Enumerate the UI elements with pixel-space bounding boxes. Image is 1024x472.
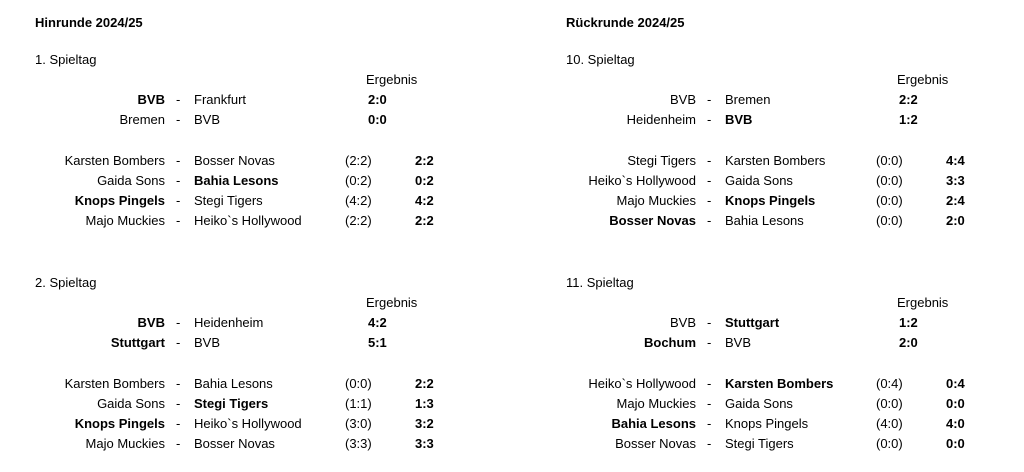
- home-team: Majo Muckies: [616, 193, 696, 208]
- final-score: 2:4: [946, 193, 965, 208]
- final-score: 0:4: [946, 376, 965, 391]
- league-match-row: [531, 374, 1021, 394]
- home-team: Karsten Bombers: [64, 376, 165, 391]
- separator-dash: -: [707, 173, 712, 188]
- bvb-match-row: [0, 110, 490, 130]
- league-match-row: [0, 151, 490, 171]
- final-score: 2:2: [415, 153, 434, 168]
- separator-dash: -: [707, 436, 712, 451]
- league-match-row: [531, 171, 1021, 191]
- separator-dash: -: [707, 376, 712, 391]
- away-team: Heiko`s Hollywood: [194, 416, 302, 431]
- league-match-row: [0, 394, 490, 414]
- league-match-row: [0, 211, 490, 231]
- away-team: Bosser Novas: [194, 153, 275, 168]
- separator-dash: -: [176, 335, 181, 350]
- away-team: Stegi Tigers: [194, 193, 263, 208]
- bvb-match-row: [0, 333, 490, 353]
- league-match-row: [531, 414, 1021, 434]
- separator-dash: -: [176, 376, 181, 391]
- final-score: 1:3: [415, 396, 434, 411]
- final-score: 0:0: [368, 112, 387, 127]
- away-team: Heidenheim: [194, 315, 264, 330]
- home-team: Majo Muckies: [85, 213, 165, 228]
- away-team: Stegi Tigers: [194, 396, 269, 411]
- halftime-score: (0:0): [876, 396, 903, 411]
- final-score: 4:4: [946, 153, 965, 168]
- away-team: Bahia Lesons: [725, 213, 804, 228]
- day-label: 2. Spieltag: [35, 275, 97, 290]
- league-match-row: [0, 191, 490, 211]
- away-team: Frankfurt: [194, 92, 247, 107]
- bvb-match-row: [531, 333, 1021, 353]
- section-title: Rückrunde 2024/25: [566, 15, 685, 30]
- away-team: Gaida Sons: [725, 396, 793, 411]
- final-score: 0:0: [946, 436, 965, 451]
- final-score: 3:3: [946, 173, 965, 188]
- away-team: Bosser Novas: [194, 436, 275, 451]
- away-team: BVB: [725, 335, 752, 350]
- away-team: Stegi Tigers: [725, 436, 794, 451]
- final-score: 3:3: [415, 436, 434, 451]
- separator-dash: -: [707, 193, 712, 208]
- home-team: Heidenheim: [626, 112, 696, 127]
- away-team: BVB: [194, 112, 221, 127]
- away-team: Bahia Lesons: [194, 376, 273, 391]
- league-match-row: [0, 414, 490, 434]
- separator-dash: -: [707, 396, 712, 411]
- league-match-row: [531, 151, 1021, 171]
- separator-dash: -: [707, 92, 712, 107]
- final-score: 2:0: [899, 335, 918, 350]
- league-match-row: [0, 374, 490, 394]
- home-team: BVB: [669, 92, 696, 107]
- home-team: Stuttgart: [110, 335, 165, 350]
- home-team: Heiko`s Hollywood: [588, 173, 696, 188]
- bvb-match-row: [0, 90, 490, 110]
- separator-dash: -: [176, 112, 181, 127]
- halftime-score: (0:0): [876, 213, 903, 228]
- home-team: Majo Muckies: [85, 436, 165, 451]
- day-label: 10. Spieltag: [566, 52, 635, 67]
- separator-dash: -: [707, 213, 712, 228]
- separator-dash: -: [176, 92, 181, 107]
- home-team: Knops Pingels: [74, 193, 165, 208]
- separator-dash: -: [707, 335, 712, 350]
- home-team: Bosser Novas: [609, 213, 696, 228]
- separator-dash: -: [707, 112, 712, 127]
- home-team: BVB: [137, 315, 165, 330]
- home-team: Knops Pingels: [74, 416, 165, 431]
- halftime-score: (0:4): [876, 376, 903, 391]
- bvb-match-row: [531, 313, 1021, 333]
- home-team: Bochum: [644, 335, 696, 350]
- final-score: 0:0: [946, 396, 965, 411]
- final-score: 1:2: [899, 315, 918, 330]
- halftime-score: (2:2): [345, 153, 372, 168]
- halftime-score: (3:3): [345, 436, 372, 451]
- league-match-row: [0, 434, 490, 454]
- halftime-score: (0:0): [876, 193, 903, 208]
- separator-dash: -: [707, 153, 712, 168]
- away-team: BVB: [194, 335, 221, 350]
- final-score: 4:0: [946, 416, 965, 431]
- final-score: 3:2: [415, 416, 434, 431]
- bvb-match-row: [0, 313, 490, 333]
- home-team: Bremen: [119, 112, 165, 127]
- separator-dash: -: [176, 153, 181, 168]
- separator-dash: -: [176, 396, 181, 411]
- bvb-match-row: [531, 90, 1021, 110]
- final-score: 5:1: [368, 335, 387, 350]
- result-header: Ergebnis: [366, 72, 418, 87]
- final-score: 2:0: [946, 213, 965, 228]
- league-match-row: [531, 211, 1021, 231]
- halftime-score: (4:0): [876, 416, 903, 431]
- separator-dash: -: [176, 213, 181, 228]
- halftime-score: (0:2): [345, 173, 372, 188]
- halftime-score: (0:0): [876, 436, 903, 451]
- home-team: BVB: [669, 315, 696, 330]
- league-match-row: [531, 434, 1021, 454]
- halftime-score: (1:1): [345, 396, 372, 411]
- home-team: BVB: [137, 92, 165, 107]
- halftime-score: (2:2): [345, 213, 372, 228]
- result-header: Ergebnis: [366, 295, 418, 310]
- final-score: 2:2: [415, 213, 434, 228]
- away-team: Heiko`s Hollywood: [194, 213, 302, 228]
- day-label: 1. Spieltag: [35, 52, 97, 67]
- separator-dash: -: [707, 315, 712, 330]
- home-team: Bosser Novas: [615, 436, 696, 451]
- rueckrunde-column: [531, 0, 1021, 472]
- away-team: Bahia Lesons: [194, 173, 279, 188]
- separator-dash: -: [176, 173, 181, 188]
- hinrunde-column: [0, 0, 490, 472]
- halftime-score: (0:0): [345, 376, 372, 391]
- section-title: Hinrunde 2024/25: [35, 15, 143, 30]
- away-team: BVB: [725, 112, 753, 127]
- halftime-score: (0:0): [876, 173, 903, 188]
- separator-dash: -: [176, 193, 181, 208]
- home-team: Majo Muckies: [616, 396, 696, 411]
- home-team: Stegi Tigers: [627, 153, 696, 168]
- separator-dash: -: [176, 315, 181, 330]
- away-team: Knops Pingels: [725, 193, 816, 208]
- home-team: Heiko`s Hollywood: [588, 376, 696, 391]
- home-team: Karsten Bombers: [64, 153, 165, 168]
- final-score: 4:2: [368, 315, 387, 330]
- home-team: Gaida Sons: [97, 396, 165, 411]
- home-team: Bahia Lesons: [611, 416, 696, 431]
- league-match-row: [0, 171, 490, 191]
- final-score: 0:2: [415, 173, 434, 188]
- away-team: Bremen: [725, 92, 771, 107]
- away-team: Karsten Bombers: [725, 153, 826, 168]
- halftime-score: (0:0): [876, 153, 903, 168]
- separator-dash: -: [176, 416, 181, 431]
- away-team: Karsten Bombers: [725, 376, 834, 391]
- away-team: Knops Pingels: [725, 416, 809, 431]
- separator-dash: -: [176, 436, 181, 451]
- away-team: Stuttgart: [725, 315, 780, 330]
- separator-dash: -: [707, 416, 712, 431]
- final-score: 4:2: [415, 193, 434, 208]
- halftime-score: (3:0): [345, 416, 372, 431]
- league-match-row: [531, 394, 1021, 414]
- day-label: 11. Spieltag: [566, 275, 634, 290]
- away-team: Gaida Sons: [725, 173, 793, 188]
- result-header: Ergebnis: [897, 72, 949, 87]
- final-score: 2:2: [415, 376, 434, 391]
- bvb-match-row: [531, 110, 1021, 130]
- final-score: 1:2: [899, 112, 918, 127]
- result-header: Ergebnis: [897, 295, 949, 310]
- league-match-row: [531, 191, 1021, 211]
- final-score: 2:0: [368, 92, 387, 107]
- final-score: 2:2: [899, 92, 918, 107]
- halftime-score: (4:2): [345, 193, 372, 208]
- home-team: Gaida Sons: [97, 173, 165, 188]
